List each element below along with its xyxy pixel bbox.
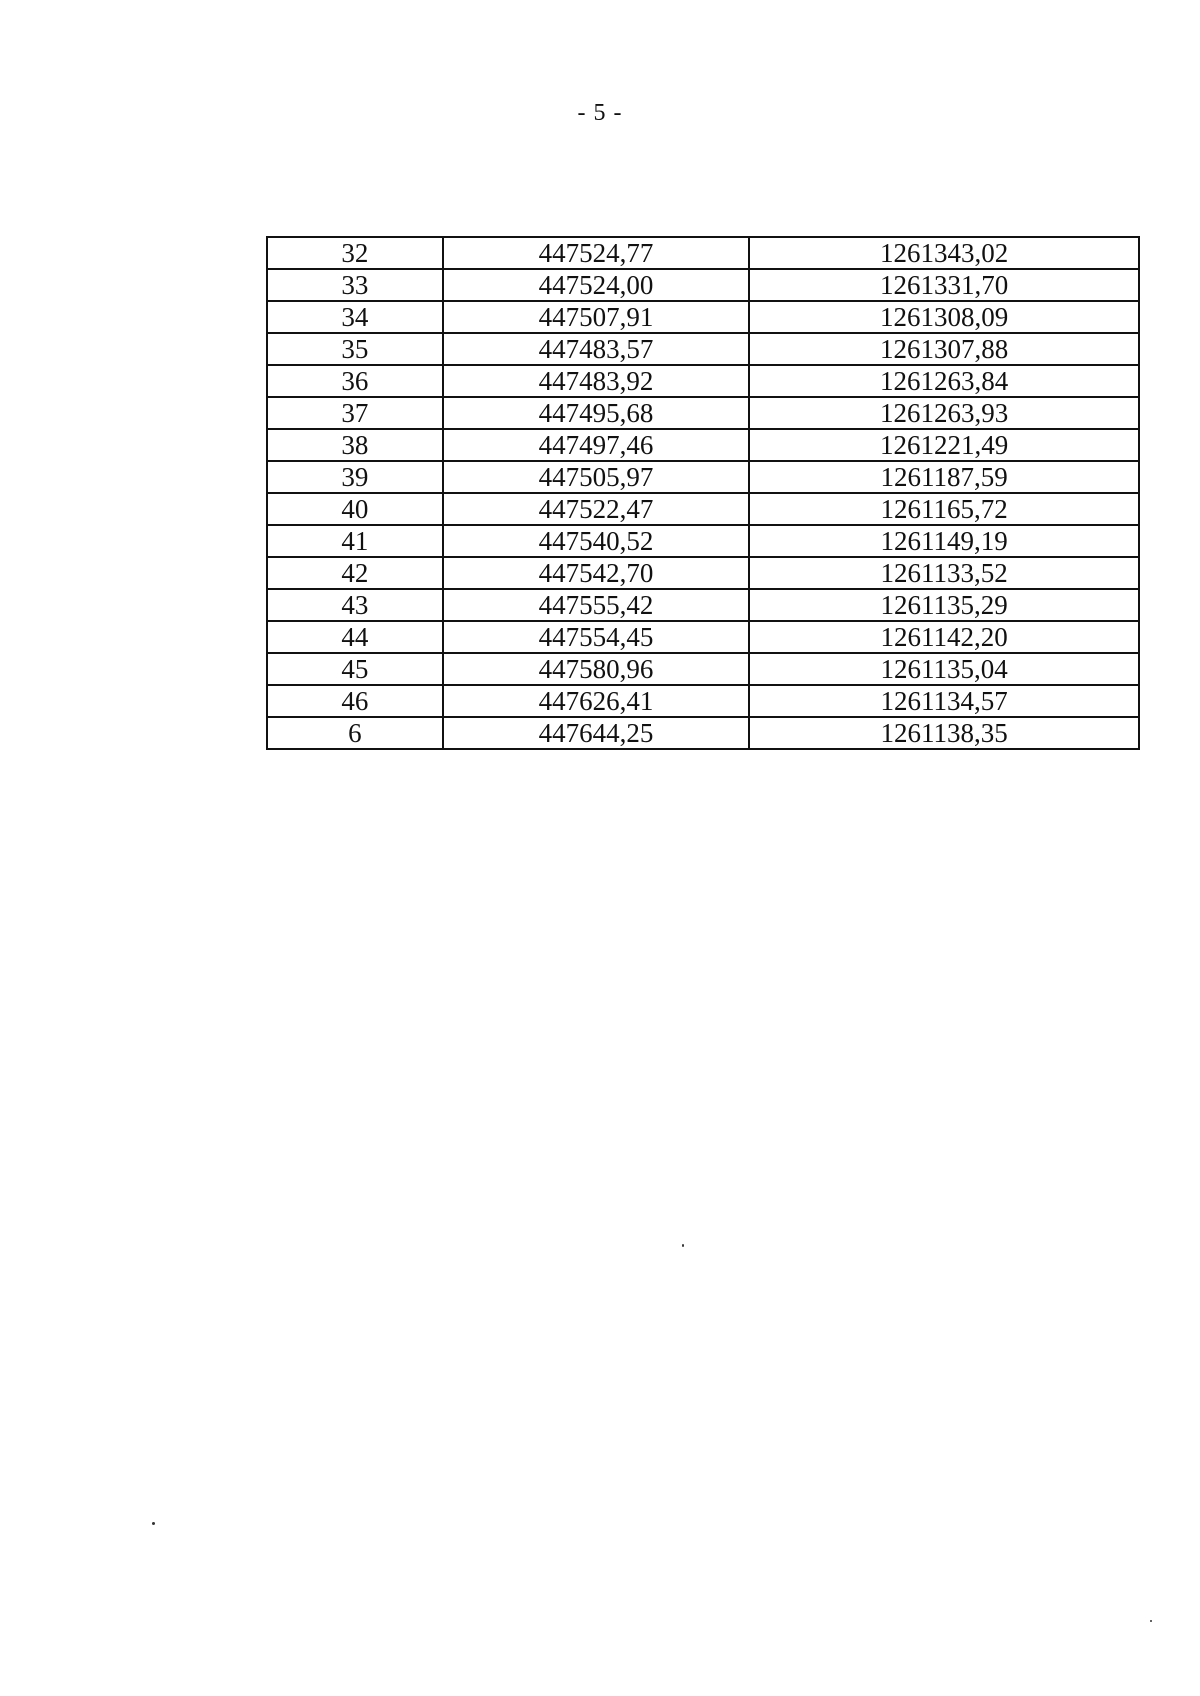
- cell-y-coordinate: 1261331,70: [749, 269, 1139, 301]
- cell-y-coordinate: 1261138,35: [749, 717, 1139, 749]
- table-row: [267, 365, 1139, 397]
- cell-x-coordinate: 447542,70: [443, 557, 749, 589]
- table-row: [267, 269, 1139, 301]
- table-row: [267, 621, 1139, 653]
- cell-x-coordinate: 447522,47: [443, 493, 749, 525]
- cell-x-coordinate: 447554,45: [443, 621, 749, 653]
- cell-y-coordinate: 1261307,88: [749, 333, 1139, 365]
- table-row: [267, 525, 1139, 557]
- coordinates-table: [266, 236, 1140, 750]
- scan-speck: [1150, 1620, 1152, 1622]
- cell-point-number: 44: [267, 621, 443, 653]
- cell-y-coordinate: 1261308,09: [749, 301, 1139, 333]
- table-row: [267, 493, 1139, 525]
- cell-x-coordinate: 447644,25: [443, 717, 749, 749]
- cell-y-coordinate: 1261133,52: [749, 557, 1139, 589]
- cell-x-coordinate: 447483,92: [443, 365, 749, 397]
- cell-x-coordinate: 447540,52: [443, 525, 749, 557]
- cell-point-number: 37: [267, 397, 443, 429]
- cell-y-coordinate: 1261221,49: [749, 429, 1139, 461]
- cell-x-coordinate: 447580,96: [443, 653, 749, 685]
- cell-y-coordinate: 1261263,93: [749, 397, 1139, 429]
- scan-speck: [152, 1522, 155, 1525]
- cell-y-coordinate: 1261187,59: [749, 461, 1139, 493]
- table-row: [267, 589, 1139, 621]
- cell-point-number: 42: [267, 557, 443, 589]
- cell-point-number: 46: [267, 685, 443, 717]
- cell-point-number: 45: [267, 653, 443, 685]
- cell-point-number: 34: [267, 301, 443, 333]
- table-row: [267, 237, 1139, 269]
- table-row: [267, 397, 1139, 429]
- cell-x-coordinate: 447507,91: [443, 301, 749, 333]
- coordinates-table-body: [267, 237, 1139, 749]
- scan-speck: [682, 1244, 684, 1247]
- cell-point-number: 43: [267, 589, 443, 621]
- cell-point-number: 35: [267, 333, 443, 365]
- cell-x-coordinate: 447524,00: [443, 269, 749, 301]
- table-row: [267, 429, 1139, 461]
- page-number: - 5 -: [577, 100, 623, 126]
- cell-y-coordinate: 1261135,29: [749, 589, 1139, 621]
- cell-y-coordinate: 1261134,57: [749, 685, 1139, 717]
- cell-point-number: 36: [267, 365, 443, 397]
- cell-x-coordinate: 447495,68: [443, 397, 749, 429]
- cell-point-number: 6: [267, 717, 443, 749]
- table-row: [267, 301, 1139, 333]
- cell-x-coordinate: 447524,77: [443, 237, 749, 269]
- cell-x-coordinate: 447505,97: [443, 461, 749, 493]
- table-row: [267, 685, 1139, 717]
- cell-y-coordinate: 1261149,19: [749, 525, 1139, 557]
- cell-y-coordinate: 1261343,02: [749, 237, 1139, 269]
- cell-x-coordinate: 447626,41: [443, 685, 749, 717]
- cell-point-number: 33: [267, 269, 443, 301]
- table-row: [267, 717, 1139, 749]
- cell-y-coordinate: 1261142,20: [749, 621, 1139, 653]
- cell-point-number: 39: [267, 461, 443, 493]
- cell-y-coordinate: 1261165,72: [749, 493, 1139, 525]
- cell-point-number: 41: [267, 525, 443, 557]
- cell-y-coordinate: 1261263,84: [749, 365, 1139, 397]
- table-row: [267, 557, 1139, 589]
- cell-x-coordinate: 447497,46: [443, 429, 749, 461]
- cell-point-number: 40: [267, 493, 443, 525]
- cell-y-coordinate: 1261135,04: [749, 653, 1139, 685]
- cell-x-coordinate: 447483,57: [443, 333, 749, 365]
- cell-x-coordinate: 447555,42: [443, 589, 749, 621]
- table-row: [267, 333, 1139, 365]
- cell-point-number: 38: [267, 429, 443, 461]
- table-row: [267, 653, 1139, 685]
- table-row: [267, 461, 1139, 493]
- cell-point-number: 32: [267, 237, 443, 269]
